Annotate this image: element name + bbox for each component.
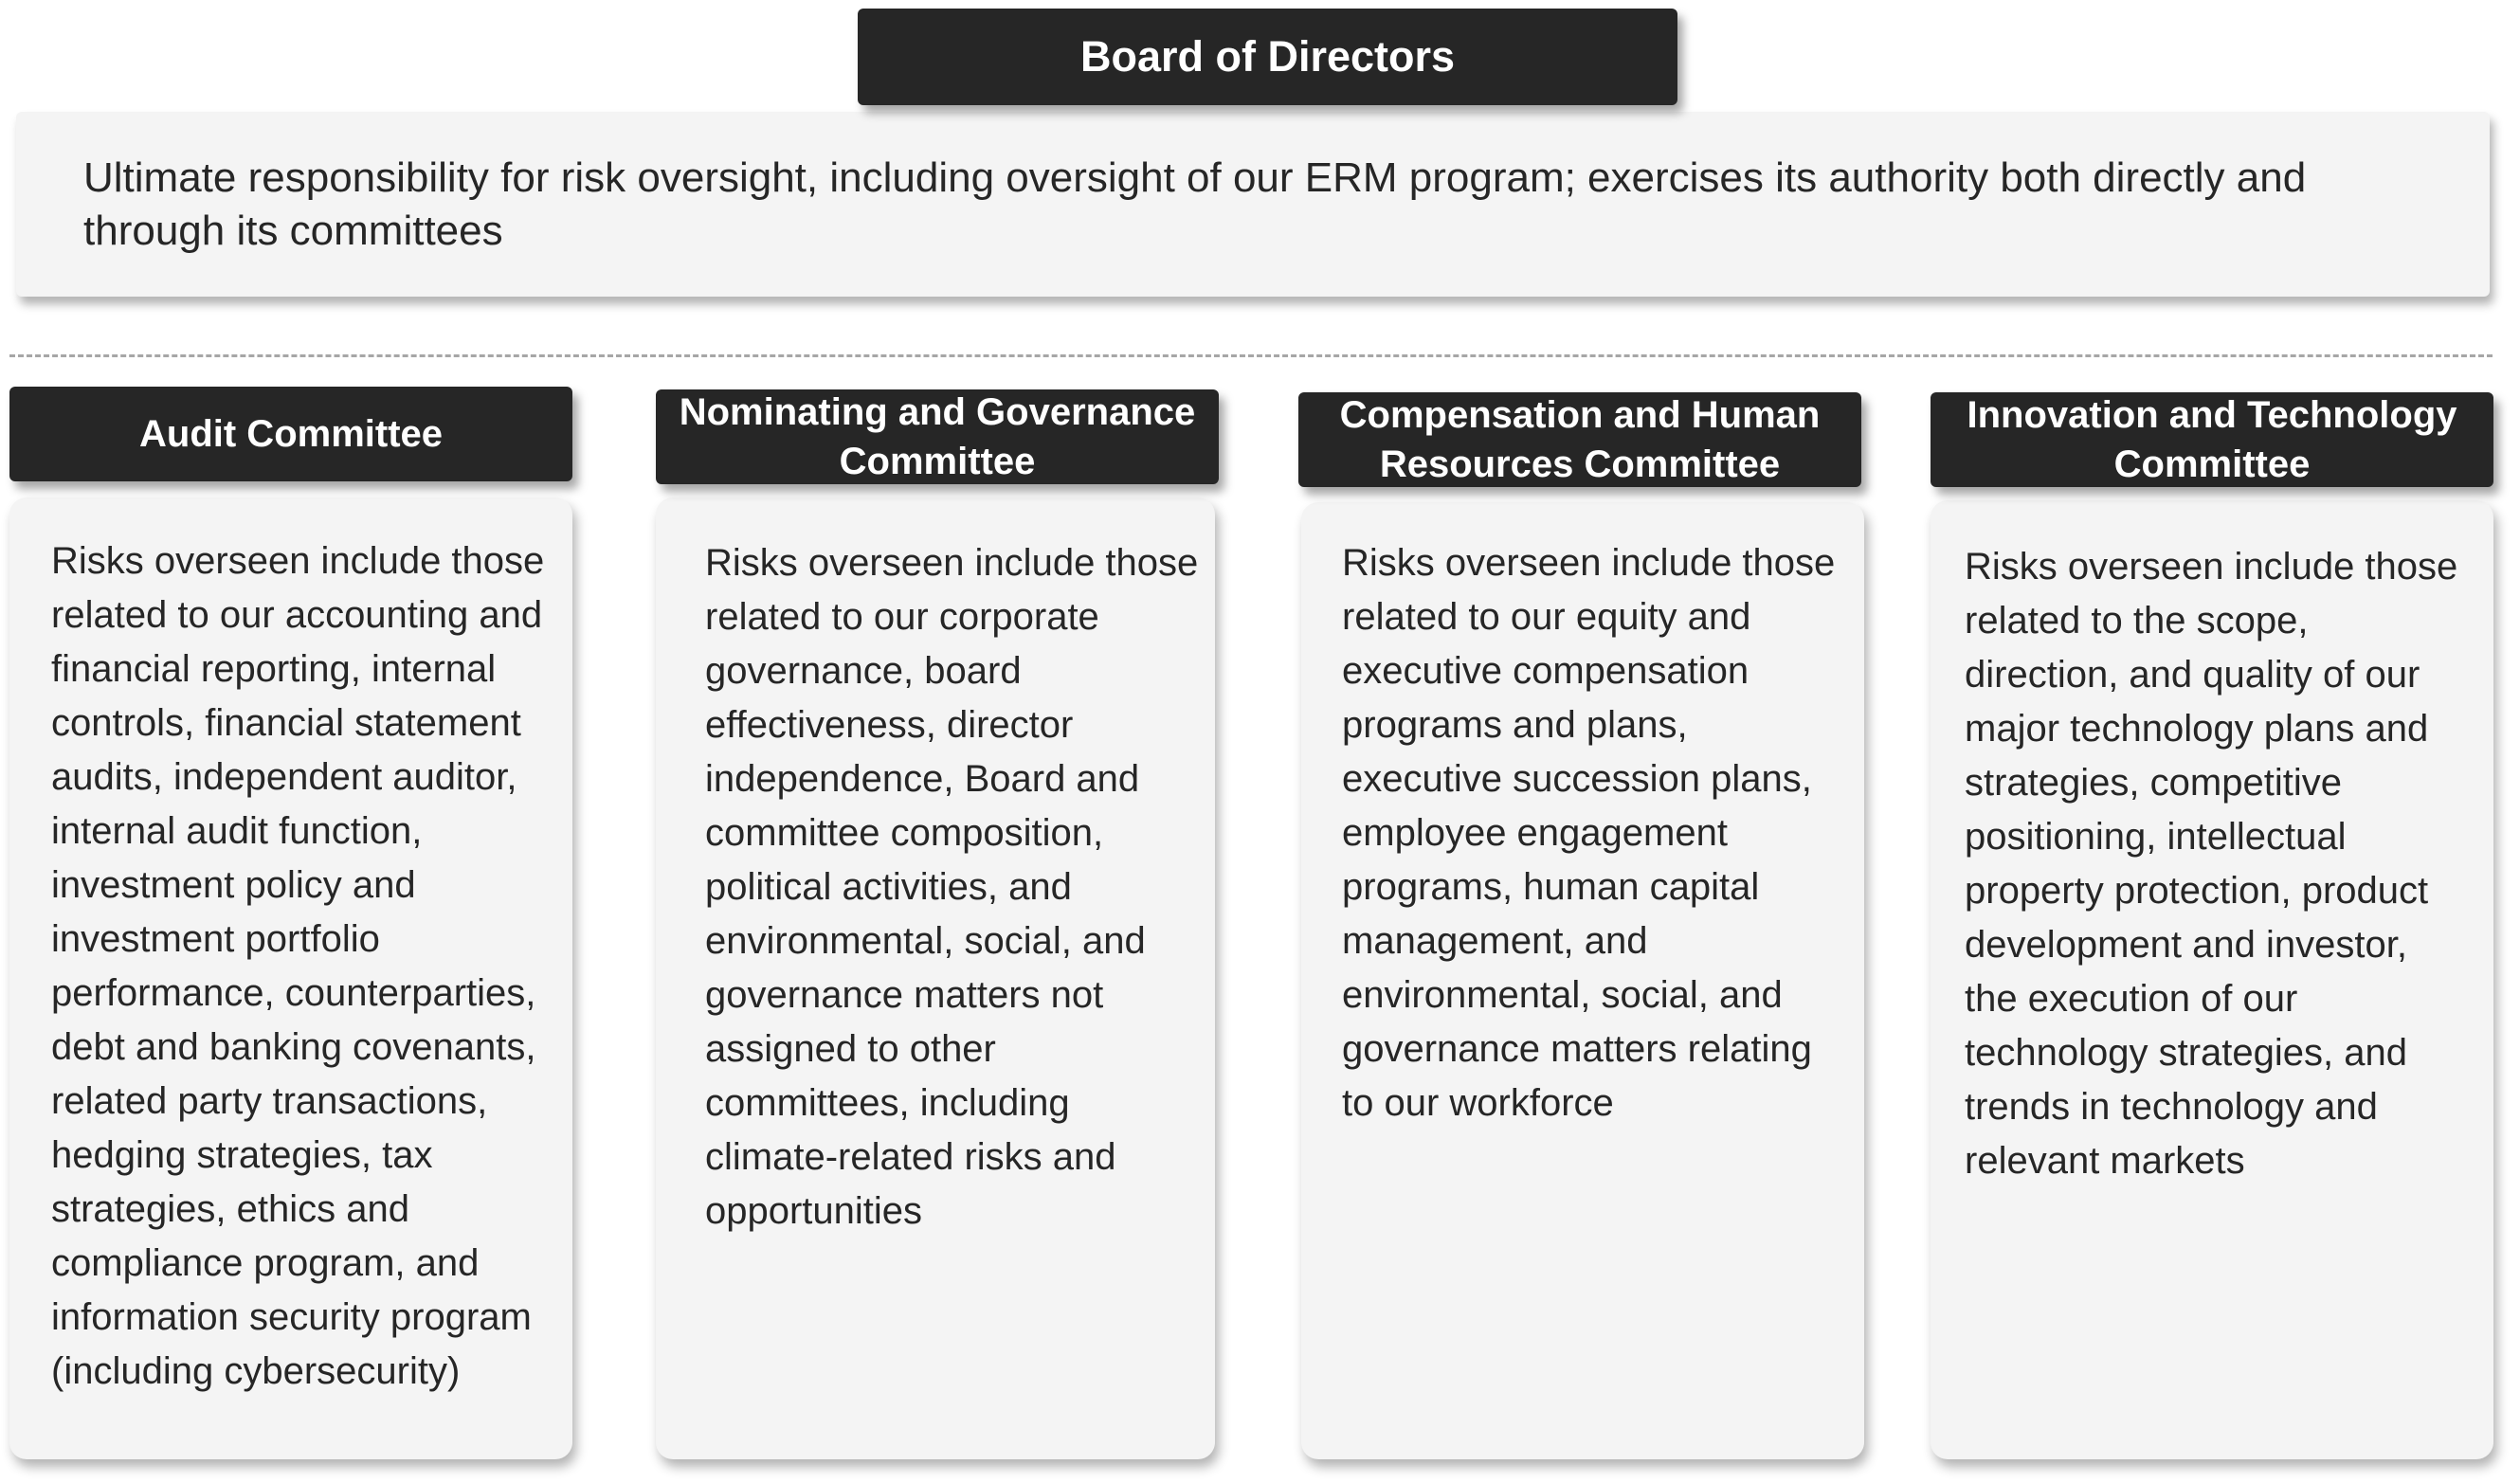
audit-committee-box — [9, 497, 572, 1459]
committee-description: Risks overseen include those related to the scope, direction, and quality of our major technology plans and strategies, competitive positioning, intellectual property protection, product development and investor, the execution of our technology strategies, and trends in technology and relevant markets — [1965, 546, 2458, 1182]
nominating-governance-committee-box — [656, 497, 1215, 1459]
board-description-box — [16, 112, 2490, 297]
compensation-hr-committee-box — [1301, 502, 1864, 1459]
committee-description: Risks overseen include those related to our equity and executive compensation programs and plans, executive succession plans, employee engagement programs, human capital management, and environmental, social, and governance matters relating to our workforce — [1342, 542, 1836, 1124]
committee-title: Nominating and Governance Committee — [679, 391, 1196, 482]
committee-title: Audit Committee — [139, 413, 443, 455]
board-title: Board of Directors — [1079, 32, 1456, 81]
committee-description: Risks overseen include those related to our accounting and financial reporting, internal controls, financial statement audits, independent auditor, internal audit function, investment policy and investment portfolio performance, counterparties, debt and banking covenants, related party transactions, hedging strategies, tax strategies, ethics and compliance program, and information security program (including cybersecurity) — [51, 540, 545, 1392]
innovation-technology-committee-box — [1931, 500, 2493, 1459]
section-divider — [9, 354, 2493, 357]
innovation-technology-committee-header — [1931, 392, 2493, 487]
nominating-governance-committee-header — [656, 389, 1219, 484]
compensation-hr-committee-header — [1298, 392, 1861, 487]
committee-description: Risks overseen include those related to our corporate governance, board effectiveness, director independence, Board and committee composition, political activities, and environmental, social, and governance matters not assigned to other committees, including climate-related risks and opportunities — [705, 542, 1199, 1232]
board-description: Ultimate responsibility for risk oversight, including oversight of our ERM program; exercises its authority both directly and through its committees — [83, 154, 2307, 254]
committee-title: Compensation and Human Resources Committee — [1339, 394, 1821, 485]
audit-committee-header — [9, 387, 572, 481]
board-of-directors-header — [858, 9, 1677, 105]
committee-title: Innovation and Technology Committee — [1967, 394, 2457, 485]
